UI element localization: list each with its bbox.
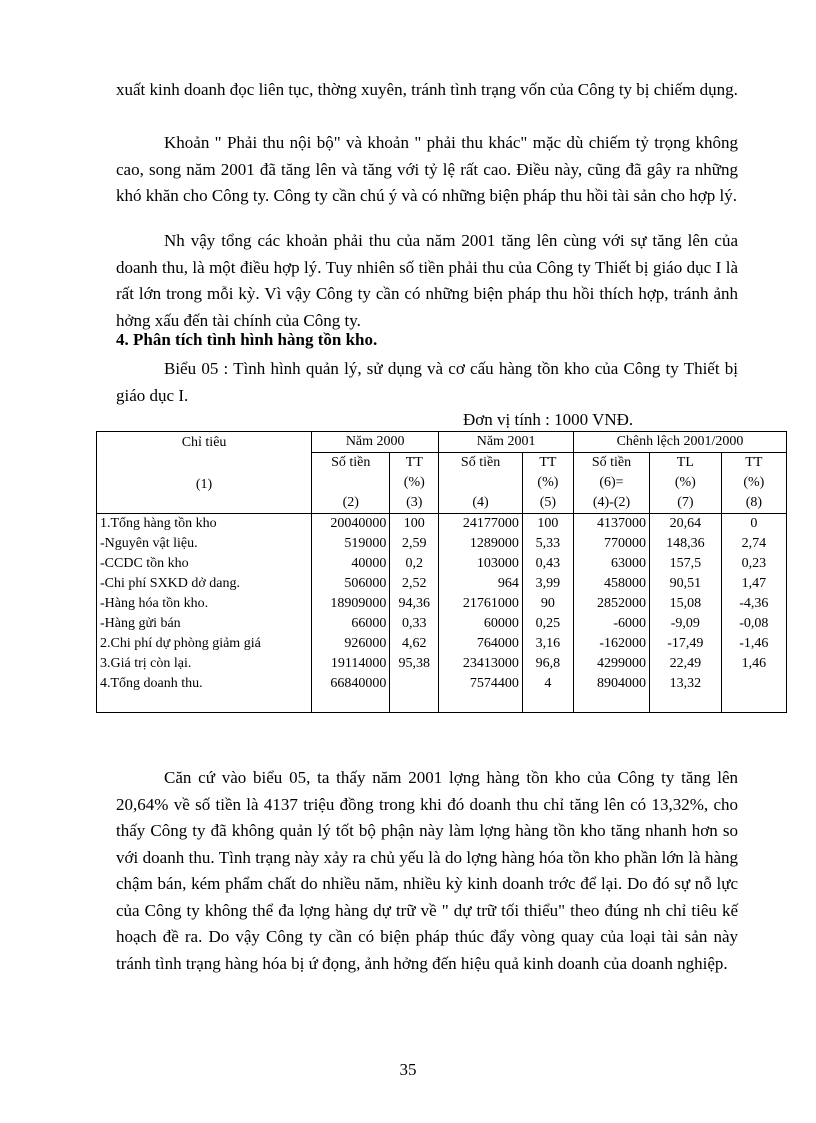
cell-tt-2000: 0,33 bbox=[390, 614, 439, 634]
cell-tt-2000: 95,38 bbox=[390, 654, 439, 674]
cell-value-diff: 2852000 bbox=[573, 594, 649, 614]
cell-tt-2001: 3,99 bbox=[522, 574, 573, 594]
cell-row-label: 3.Giá trị còn lại. bbox=[97, 654, 312, 674]
cell-tt-2001: 3,16 bbox=[522, 634, 573, 654]
header-so-tien-2000: Số tiền bbox=[312, 453, 390, 474]
cell-tl-diff: 90,51 bbox=[650, 574, 722, 594]
table-row bbox=[97, 574, 787, 594]
header-tt-2000: TT bbox=[390, 453, 439, 474]
header-tt-diff: TT bbox=[721, 453, 786, 474]
header-so-tien-2001: Số tiền bbox=[439, 453, 523, 474]
cell-row-label: -Hàng hóa tồn kho. bbox=[97, 594, 312, 614]
cell-row-label: -Hàng gửi bán bbox=[97, 614, 312, 634]
inventory-table bbox=[96, 431, 787, 713]
cell-tl-diff: 20,64 bbox=[650, 514, 722, 535]
cell-value-diff: 458000 bbox=[573, 574, 649, 594]
cell-value-2000: 40000 bbox=[312, 554, 390, 574]
cell-value-2001: 764000 bbox=[439, 634, 523, 654]
cell-value-2001: 964 bbox=[439, 574, 523, 594]
paragraph-intro: xuất kinh doanh đọc liên tục, thờng xuyên, tránh tình trạng vốn của Công ty bị chiếm dụng. bbox=[116, 80, 738, 99]
cell-value-2001: 23413000 bbox=[439, 654, 523, 674]
cell-value-2000: 18909000 bbox=[312, 594, 390, 614]
cell-tl-diff: 13,32 bbox=[650, 674, 722, 713]
cell-tt-diff: -1,46 bbox=[721, 634, 786, 654]
cell-tt-2001: 96,8 bbox=[522, 654, 573, 674]
cell-tl-diff: 148,36 bbox=[650, 534, 722, 554]
cell-tt-2000: 100 bbox=[390, 514, 439, 535]
cell-tt-2000: 4,62 bbox=[390, 634, 439, 654]
unit-label: Đơn vị tính : 1000 VNĐ. bbox=[463, 410, 634, 429]
table-caption: Biểu 05 : Tình hình quản lý, sử dụng và cơ cấu hàng tồn kho của Công ty Thiết bị giáo dục I. bbox=[116, 359, 738, 405]
cell-value-2000: 19114000 bbox=[312, 654, 390, 674]
cell-value-diff: 770000 bbox=[573, 534, 649, 554]
header-col-8: (8) bbox=[721, 493, 786, 514]
cell-row-label: 4.Tổng doanh thu. bbox=[97, 674, 312, 713]
cell-value-2001: 60000 bbox=[439, 614, 523, 634]
cell-value-2000: 926000 bbox=[312, 634, 390, 654]
cell-value-2001: 103000 bbox=[439, 554, 523, 574]
cell-value-2000: 519000 bbox=[312, 534, 390, 554]
header-pct-tl: (%) bbox=[650, 473, 722, 493]
paragraph-summary: Nh vậy tổng các khoản phải thu của năm 2001 tăng lên cùng với sự tăng lên của doanh thu, là một điều hợp lý. Tuy nhiên số tiền phải thu của Công ty Thiết bị giáo dục I là rất lớn trong mỗi kỳ. Vì vậy Công ty cần có những biện pháp thu hồi thích hợp, tránh ảnh hởng xấu đến tài chính của Công ty. bbox=[116, 231, 738, 330]
table-row bbox=[97, 534, 787, 554]
header-nam-2001: Năm 2001 bbox=[439, 432, 574, 453]
cell-tl-diff: -17,49 bbox=[650, 634, 722, 654]
cell-value-2001: 24177000 bbox=[439, 514, 523, 535]
header-col-7: (7) bbox=[650, 493, 722, 514]
table-row bbox=[97, 634, 787, 654]
table-row bbox=[97, 554, 787, 574]
header-pct-2000: (%) bbox=[390, 473, 439, 493]
cell-row-label: -Chi phí SXKD dở dang. bbox=[97, 574, 312, 594]
cell-value-diff: 4137000 bbox=[573, 514, 649, 535]
cell-value-2000: 66840000 bbox=[312, 674, 390, 713]
cell-tl-diff: 15,08 bbox=[650, 594, 722, 614]
cell-tt-diff: -0,08 bbox=[721, 614, 786, 634]
cell-value-diff: 63000 bbox=[573, 554, 649, 574]
cell-value-2001: 21761000 bbox=[439, 594, 523, 614]
cell-tt-2001: 4 bbox=[522, 674, 573, 713]
cell-value-diff: -162000 bbox=[573, 634, 649, 654]
table-row bbox=[97, 514, 787, 535]
cell-tt-2001: 5,33 bbox=[522, 534, 573, 554]
header-nam-2000: Năm 2000 bbox=[312, 432, 439, 453]
cell-value-diff: 4299000 bbox=[573, 654, 649, 674]
table-row bbox=[97, 594, 787, 614]
cell-tt-2001: 0,25 bbox=[522, 614, 573, 634]
table-row bbox=[97, 654, 787, 674]
cell-value-2001: 7574400 bbox=[439, 674, 523, 713]
cell-value-2001: 1289000 bbox=[439, 534, 523, 554]
cell-tt-2000: 0,2 bbox=[390, 554, 439, 574]
cell-tt-2001: 0,43 bbox=[522, 554, 573, 574]
cell-tl-diff: 22,49 bbox=[650, 654, 722, 674]
cell-tt-2001: 90 bbox=[522, 594, 573, 614]
cell-tt-diff: 0,23 bbox=[721, 554, 786, 574]
header-col-3: (3) bbox=[390, 493, 439, 514]
cell-value-diff: -6000 bbox=[573, 614, 649, 634]
paragraph-receivables: Khoản " Phải thu nội bộ" và khoản " phải thu khác" mặc dù chiếm tỷ trọng không cao, song năm 2001 đã tăng lên và tăng với tỷ lệ rất cao. Điều này, cũng đã gây ra những khó khăn cho Công ty. Công ty cần chú ý và có những biện pháp thu hồi tài sản cho hợp lý. bbox=[116, 133, 738, 205]
cell-tl-diff: -9,09 bbox=[650, 614, 722, 634]
header-formula-2: (4)-(2) bbox=[573, 493, 649, 514]
header-pct-tt: (%) bbox=[721, 473, 786, 493]
header-chi-tieu: Chỉ tiêu bbox=[181, 434, 227, 450]
cell-row-label: -CCDC tồn kho bbox=[97, 554, 312, 574]
cell-value-2000: 66000 bbox=[312, 614, 390, 634]
cell-tt-2001: 100 bbox=[522, 514, 573, 535]
cell-tt-2000 bbox=[390, 674, 439, 713]
page-number: 35 bbox=[399, 1060, 417, 1079]
cell-tl-diff: 157,5 bbox=[650, 554, 722, 574]
header-formula: (6)= bbox=[573, 473, 649, 493]
cell-tt-2000: 2,52 bbox=[390, 574, 439, 594]
header-chi-tieu-cell bbox=[97, 432, 312, 514]
header-chi-tieu-num: (1) bbox=[195, 476, 213, 492]
header-chenh-lech: Chênh lệch 2001/2000 bbox=[573, 432, 786, 453]
header-col-5: (5) bbox=[522, 493, 573, 514]
paragraph-analysis: Căn cứ vào biểu 05, ta thấy năm 2001 lợng hàng tồn kho của Công ty tăng lên 20,64% về số tiền là 4137 triệu đồng trong khi đó doanh thu chỉ tăng lên có 13,32%, cho thấy Công ty đã không quản lý tốt bộ phận này làm lợng hàng tồn kho tăng nhanh hơn so với doanh thu. Tình trạng này xảy ra chủ yếu là do lợng hàng hóa tồn kho phần lớn là hàng chậm bán, kém phẩm chất do nhiều năm, nhiều kỳ kinh doanh trớc để lại. Do đó sự nỗ lực của Công ty không thể đa lợng hàng dự trữ về " dự trữ tối thiểu" theo đúng nh chỉ tiêu kế hoạch đề ra. Do vậy Công ty cần có biện pháp thúc đẩy vòng quay của loại tài sản này tránh tình trạng hàng hóa bị ứ đọng, ảnh hởng đến hiệu quả kinh doanh của doanh nghiệp. bbox=[116, 768, 738, 973]
cell-value-2000: 20040000 bbox=[312, 514, 390, 535]
section-heading: 4. Phân tích tình hình hàng tồn kho. bbox=[116, 330, 378, 349]
cell-tt-diff: 2,74 bbox=[721, 534, 786, 554]
cell-value-2000: 506000 bbox=[312, 574, 390, 594]
header-tl: TL bbox=[650, 453, 722, 474]
cell-value-diff: 8904000 bbox=[573, 674, 649, 713]
cell-row-label: 2.Chi phí dự phòng giảm giá bbox=[97, 634, 312, 654]
cell-tt-2000: 2,59 bbox=[390, 534, 439, 554]
cell-tt-diff: 0 bbox=[721, 514, 786, 535]
cell-row-label: 1.Tổng hàng tồn kho bbox=[97, 514, 312, 535]
table-row bbox=[97, 674, 787, 713]
cell-row-label: -Nguyên vật liệu. bbox=[97, 534, 312, 554]
table-row bbox=[97, 614, 787, 634]
header-pct-2001: (%) bbox=[522, 473, 573, 493]
header-col-4: (4) bbox=[439, 493, 523, 514]
header-so-tien-diff: Số tiền bbox=[573, 453, 649, 474]
cell-tt-diff bbox=[721, 674, 786, 713]
cell-tt-diff: -4,36 bbox=[721, 594, 786, 614]
header-tt-2001: TT bbox=[522, 453, 573, 474]
cell-tt-diff: 1,47 bbox=[721, 574, 786, 594]
header-col-2: (2) bbox=[312, 493, 390, 514]
cell-tt-2000: 94,36 bbox=[390, 594, 439, 614]
cell-tt-diff: 1,46 bbox=[721, 654, 786, 674]
